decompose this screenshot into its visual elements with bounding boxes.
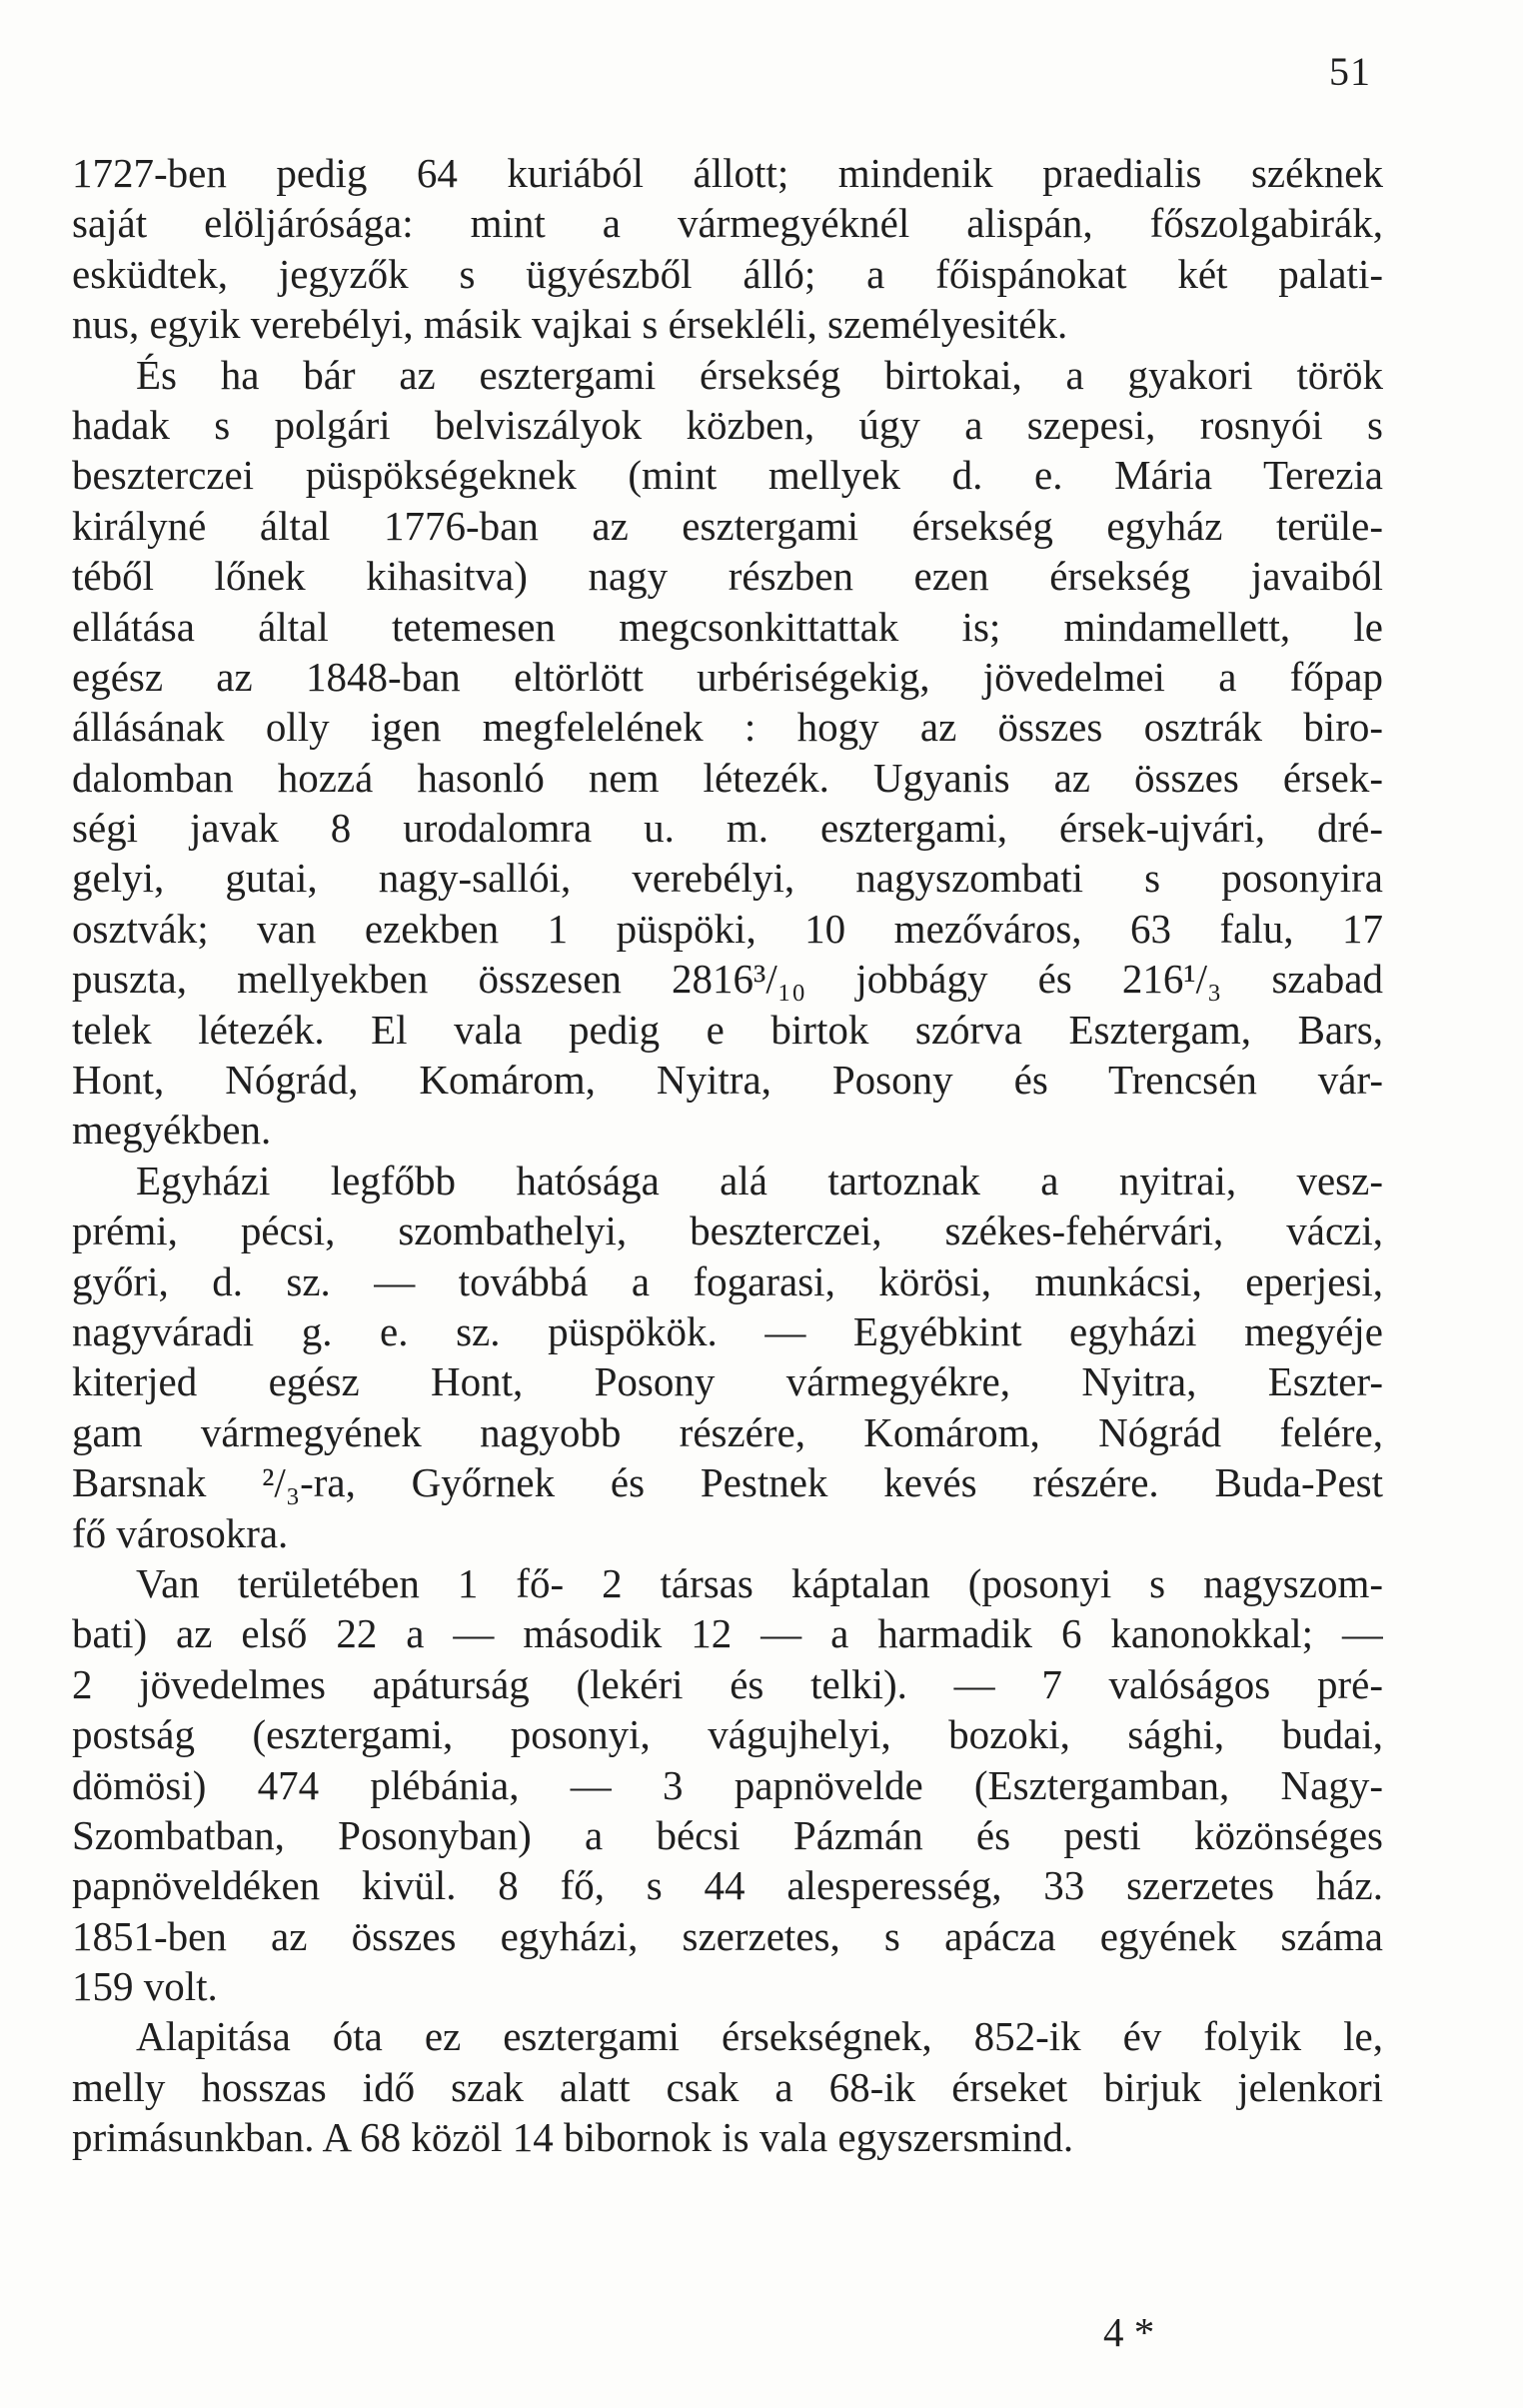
text-line: saját elöljárósága: mint a vármegyéknél alispán, főszolgabirák, <box>72 200 1383 247</box>
text-line: nus, egyik verebélyi, másik vajkai s érsekléli, személyesiték. <box>72 301 1068 348</box>
text-line: hadak s polgári belviszályok közben, úgy a szepesi, rosnyói s <box>72 401 1383 448</box>
text-line: primásunkban. A 68 közöl 14 bibornok is vala egyszersmind. <box>72 2114 1074 2161</box>
text-line: megyékben. <box>72 1107 272 1154</box>
text-line: egész az 1848-ban eltörlött urbériségekig, jövedelmei a főpap <box>72 653 1383 700</box>
text-line: ségi javak 8 urodalomra u. m. esztergami, érsek-ujvári, dré- <box>72 805 1383 852</box>
text-line: Barsnak ²/₃-ra, Győrnek és Pestnek kevés részére. Buda-Pest <box>72 1459 1383 1506</box>
text-line: És ha bár az esztergami érsekség birtokai, a gyakori török <box>136 351 1383 398</box>
text-line: osztvák; van ezekben 1 püspöki, 10 mezőváros, 63 falu, 17 <box>72 905 1383 952</box>
text-line: postság (esztergami, posonyi, vágujhelyi, bozoki, sághi, budai, <box>72 1711 1383 1758</box>
printer-signature-mark: 4 * <box>1103 2309 1155 2355</box>
text-line: Szombatban, Posonyban) a bécsi Pázmán és pesti közönséges <box>72 1811 1383 1858</box>
text-line: gelyi, gutai, nagy-sallói, verebélyi, nagyszombati s posonyira <box>72 855 1383 902</box>
text-line: bati) az első 22 a — második 12 — a harmadik 6 kanonokkal; — <box>72 1610 1383 1657</box>
text-line: Alapitása óta ez esztergami érsekségnek, 852-ik év folyik le, <box>136 2013 1383 2060</box>
text-line: győri, d. sz. — továbbá a fogarasi, körösi, munkácsi, eperjesi, <box>72 1257 1383 1304</box>
text-line: 1727-ben pedig 64 kuriából állott; mindenik praedialis széknek <box>72 150 1383 196</box>
body-text <box>72 148 1383 2163</box>
text-line: téből lőnek kihasitva) nagy részben ezen érsekség javaiból <box>72 553 1383 600</box>
text-line: fő városokra. <box>72 1509 289 1556</box>
text-line: kiterjed egész Hont, Posony vármegyékre, Nyitra, Eszter- <box>72 1358 1383 1405</box>
text-line: királyné által 1776-ban az esztergami érsekség egyház terüle- <box>72 502 1383 549</box>
text-line: 2 jövedelmes apáturság (lekéri és telki). — 7 valóságos pré- <box>72 1660 1383 1707</box>
text-line: 1851-ben az összes egyházi, szerzetes, s apácza egyének száma <box>72 1912 1383 1959</box>
text-line: ellátása által tetemesen megcsonkittattak is; mindamellett, le <box>72 603 1383 650</box>
text-line: állásának olly igen megfelelének : hogy az összes osztrák biro- <box>72 704 1383 751</box>
text-line: puszta, mellyekben összesen 2816³/₁₀ jobbágy és 216¹/₃ szabad <box>72 956 1383 1003</box>
page-number: 51 <box>1329 49 1371 94</box>
text-line: papnöveldéken kivül. 8 fő, s 44 alesperesség, 33 szerzetes ház. <box>72 1862 1383 1909</box>
text-line: gam vármegyének nagyobb részére, Komárom, Nógrád felére, <box>72 1408 1383 1455</box>
text-line: melly hosszas idő szak alatt csak a 68-ik érseket birjuk jelenkori <box>72 2063 1383 2110</box>
text-line: telek létezék. El vala pedig e birtok szórva Esztergam, Bars, <box>72 1006 1383 1053</box>
text-line: esküdtek, jegyzők s ügyészből álló; a főispánokat két palati- <box>72 250 1383 297</box>
text-line: 159 volt. <box>72 1963 218 2010</box>
text-line: Hont, Nógrád, Komárom, Nyitra, Posony és Trencsén vár- <box>72 1057 1383 1104</box>
text-line: Van területében 1 fő- 2 társas káptalan (posonyi s nagyszom- <box>136 1559 1383 1606</box>
text-line: nagyváradi g. e. sz. püspökök. — Egyébkint egyházi megyéje <box>72 1307 1383 1354</box>
text-line: dömösi) 474 plébánia, — 3 papnövelde (Esztergamban, Nagy- <box>72 1761 1383 1808</box>
text-line: beszterczei püspökségeknek (mint mellyek d. e. Mária Terezia <box>72 452 1383 499</box>
text-line: prémi, pécsi, szombathelyi, beszterczei, székes-fehérvári, váczi, <box>72 1207 1383 1254</box>
text-line: Egyházi legfőbb hatósága alá tartoznak a nyitrai, vesz- <box>136 1157 1383 1204</box>
text-line: dalomban hozzá hasonló nem létezék. Ugyanis az összes érsek- <box>72 754 1383 801</box>
